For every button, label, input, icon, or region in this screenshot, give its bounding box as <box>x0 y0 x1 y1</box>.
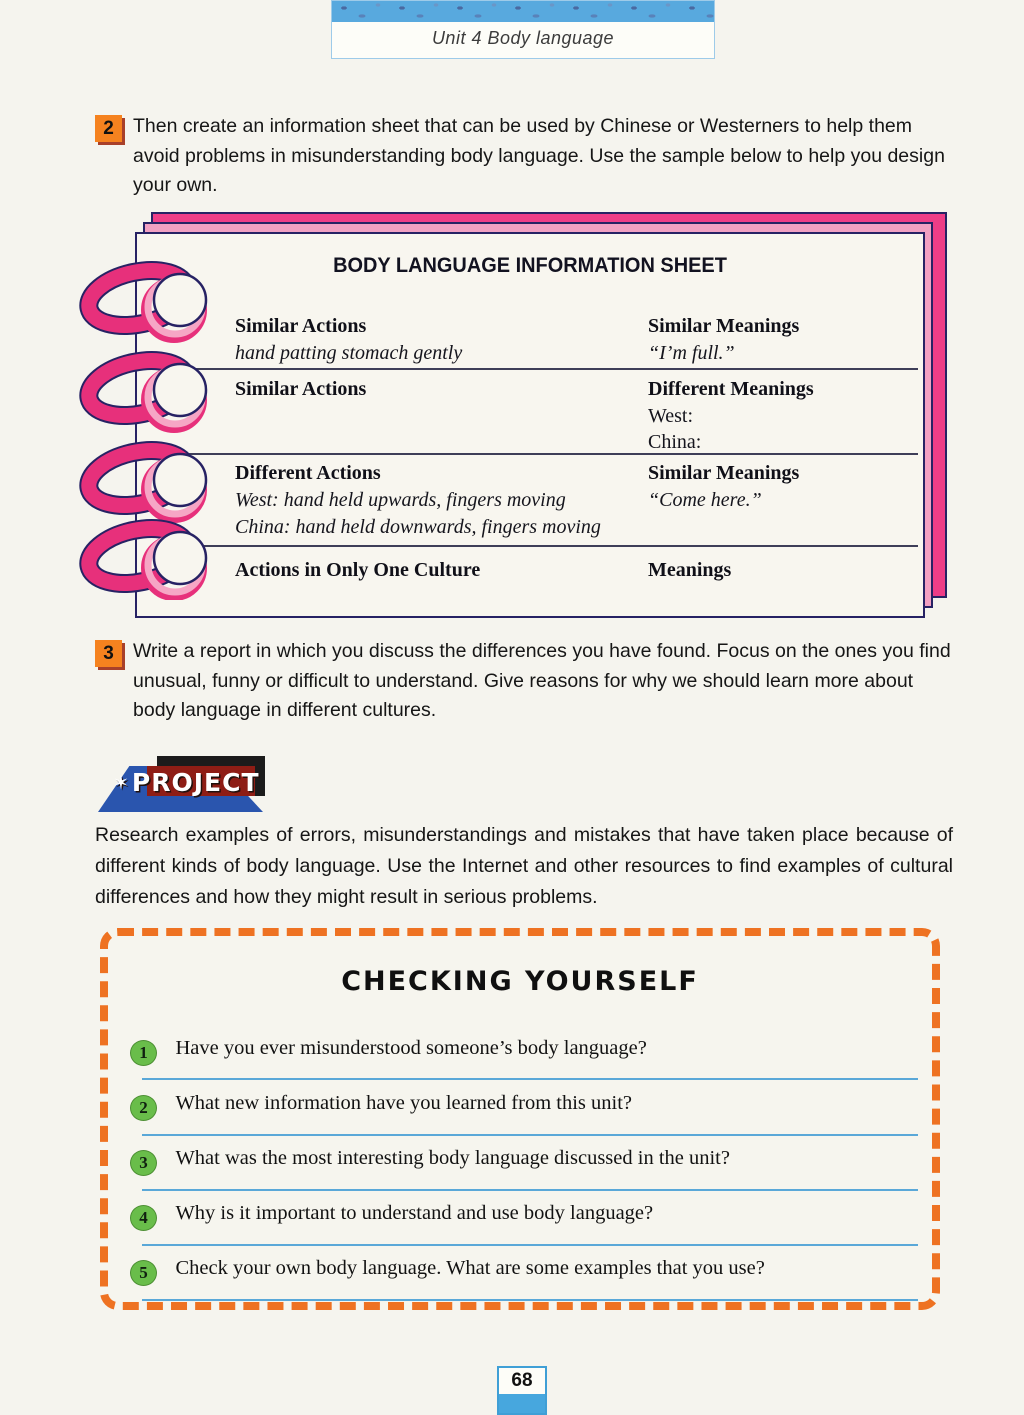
checking-yourself-title: CHECKING YOURSELF <box>341 966 699 997</box>
water-droplets-band <box>332 1 714 22</box>
star-icon: ✶ <box>113 772 130 794</box>
question-number-badge: 1 <box>130 1040 157 1066</box>
task-2 <box>95 112 960 201</box>
unit-header-tab <box>331 0 715 59</box>
answer-line <box>142 1244 918 1246</box>
sheet-row-line: China: <box>648 431 702 453</box>
sheet-row-1 <box>173 307 918 370</box>
sheet-row-header: Actions in Only One Culture <box>235 559 481 581</box>
question-text: Why is it important to understand and use body language? <box>175 1202 654 1224</box>
checking-yourself-box <box>100 928 940 1310</box>
sheet-row-line: West: <box>648 405 694 427</box>
answer-line <box>142 1134 918 1136</box>
answer-line <box>142 1078 918 1080</box>
task-3 <box>95 637 960 726</box>
question-3 <box>108 1138 932 1193</box>
project-logo-word: PROJECT <box>131 768 260 797</box>
question-4 <box>108 1193 932 1248</box>
sheet-row-header: Meanings <box>648 559 732 581</box>
sheet-row-header: Similar Actions <box>235 315 367 337</box>
answer-line <box>142 1299 918 1301</box>
sheet-row-line: “I’m full.” <box>648 342 735 364</box>
question-number-badge: 3 <box>130 1150 157 1176</box>
question-1 <box>108 1028 932 1083</box>
spiral-rings-icon <box>78 248 238 600</box>
task-2-instructions: Then create an information sheet that can be used by Chinese or Westerners to help them avoid problems in misunderstanding body language. Use the sample below to help you design your own. <box>133 115 945 196</box>
answer-line <box>142 1189 918 1191</box>
sheet-row-header: Different Actions <box>235 462 381 484</box>
sheet-row-header: Similar Actions <box>235 378 367 400</box>
question-number-badge: 4 <box>130 1205 157 1231</box>
project-instructions: Research examples of errors, misunderstandings and mistakes that have taken place because of different kinds of body language. Use the Internet and other resources to find examples of cultural differences and how they might result in serious problems. <box>95 824 953 908</box>
question-5 <box>108 1248 932 1303</box>
task-3-instructions: Write a report in which you discuss the differences you have found. Focus on the ones you find unusual, funny or difficult to understand. Give reasons for why we should learn more about body language in different cultures. <box>133 640 951 721</box>
sheet-title: BODY LANGUAGE INFORMATION SHEET <box>333 254 727 277</box>
sheet-row-header: Similar Meanings <box>648 462 800 484</box>
task-2-number-badge: 2 <box>95 115 122 142</box>
question-text: Check your own body language. What are some examples that you use? <box>175 1257 765 1279</box>
question-number-badge: 2 <box>130 1095 157 1121</box>
info-sheet <box>135 210 965 622</box>
sheet-table <box>173 307 918 605</box>
sheet-row-line: West: hand held upwards, fingers moving <box>235 489 566 511</box>
unit-title: Unit 4 Body language <box>431 28 615 48</box>
sheet-row-header: Similar Meanings <box>648 315 800 337</box>
sheet-front-page <box>135 232 925 618</box>
question-list <box>108 1028 932 1303</box>
question-text: Have you ever misunderstood someone’s body language? <box>175 1037 647 1059</box>
project-logo-text <box>113 768 273 797</box>
sheet-row-line: “Come here.” <box>648 489 762 511</box>
page-number-blue-tab <box>499 1394 545 1413</box>
page-number-box <box>497 1366 547 1415</box>
page-number: 68 <box>511 1370 533 1391</box>
project-logo <box>95 752 275 816</box>
sheet-row-4 <box>173 547 918 605</box>
sheet-row-line: hand patting stomach gently <box>235 342 463 364</box>
question-text: What was the most interesting body language discussed in the unit? <box>175 1147 730 1169</box>
question-2 <box>108 1083 932 1138</box>
sheet-row-header: Different Meanings <box>648 378 814 400</box>
task-3-number-badge: 3 <box>95 640 122 667</box>
question-number-badge: 5 <box>130 1260 157 1286</box>
sheet-row-line: China: hand held downwards, fingers moving <box>235 516 601 538</box>
question-text: What new information have you learned from this unit? <box>175 1092 633 1114</box>
sheet-row-3 <box>173 455 918 547</box>
sheet-row-2 <box>173 370 918 455</box>
